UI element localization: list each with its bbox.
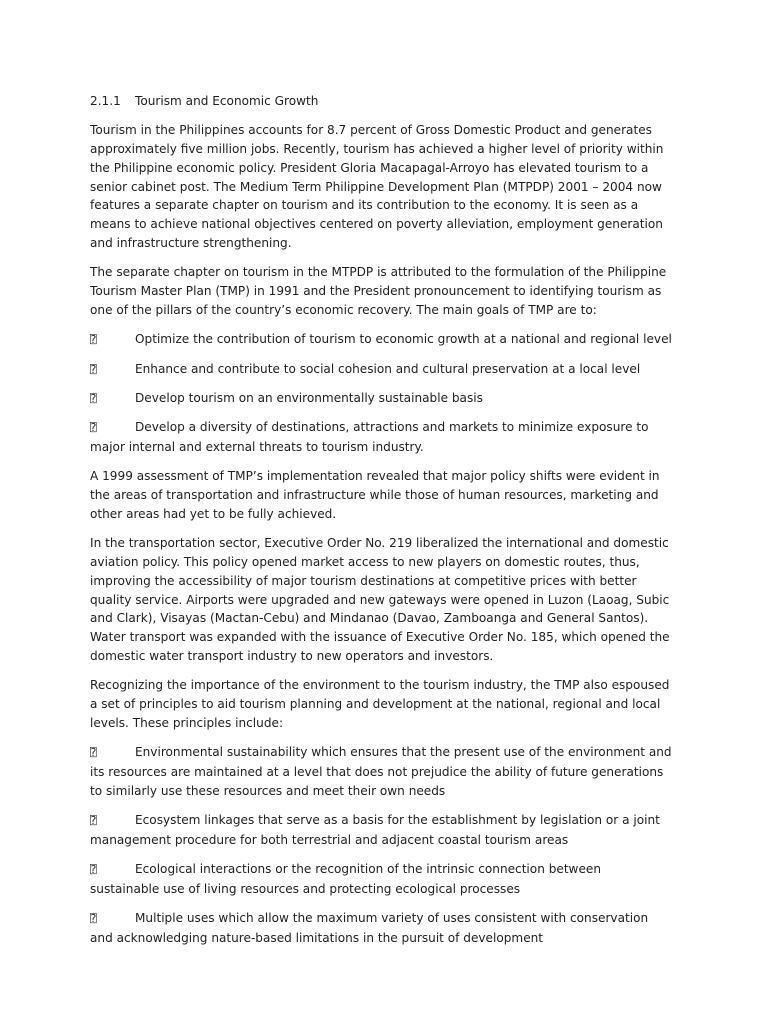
goal-text: Develop a diversity of destinations, attractions and markets to minimize exposure to major internal and external threats to tourism industry. bbox=[90, 420, 649, 454]
principle-text: Ecosystem linkages that serve as a basis for the establishment by legislation or a joint management procedure for both terrestrial and adjacent coastal tourism areas bbox=[90, 813, 660, 847]
principle-item bbox=[90, 909, 673, 948]
goal-item bbox=[90, 389, 673, 409]
principle-text: Environmental sustainability which ensures that the present use of the environment and its resources are maintained at a level that does not prejudice the ability of future generations to similarly use these resources and meet their own needs bbox=[90, 745, 672, 798]
bullet-icon: ⍰ bbox=[90, 362, 97, 376]
goal-item bbox=[90, 360, 673, 380]
bullet-icon: ⍰ bbox=[90, 746, 97, 760]
document-page bbox=[90, 92, 673, 958]
goal-text: Enhance and contribute to social cohesion and cultural preservation at a local level bbox=[135, 361, 641, 376]
section-number: 2.1.1 bbox=[90, 94, 121, 108]
paragraph-assessment: A 1999 assessment of TMP’s implementation revealed that major policy shifts were evident in the areas of transportation and infrastructure while those of human resources, marketing and other areas had yet to be fully achieved. bbox=[90, 469, 660, 521]
bullet-icon: ⍰ bbox=[90, 333, 97, 347]
goal-item bbox=[90, 418, 673, 457]
paragraph-intro: Tourism in the Philippines accounts for 8.7 percent of Gross Domestic Product and generates approximately five million jobs. Recently, tourism has achieved a higher level of priority within the Philippine economic policy. President Gloria Macapagal-Arroyo has elevated tourism to a senior cabinet post. The Medium Term Philippine Development Plan (MTPDP) 2001 – 2004 now features a separate chapter on tourism and its contribution to the economy. It is seen as a means to achieve national objectives centered on poverty alleviation, employment generation and infrastructure strengthening. bbox=[90, 123, 664, 251]
principle-text: Multiple uses which allow the maximum variety of uses consistent with conservation and acknowledging nature-based limitations in the pursuit of development bbox=[90, 911, 649, 945]
principle-item bbox=[90, 743, 673, 800]
bullet-icon: ⍰ bbox=[90, 912, 97, 926]
goal-text: Develop tourism on an environmentally sustainable basis bbox=[135, 390, 483, 405]
principle-item bbox=[90, 860, 673, 899]
bullet-icon: ⍰ bbox=[90, 391, 97, 405]
paragraph-transportation: In the transportation sector, Executive Order No. 219 liberalized the international and domestic aviation policy. This policy opened market access to new players on domestic routes, thus, improving the accessibility of major tourism destinations at competitive prices with better quality service. Airports were upgraded and new gateways were opened in Luzon (Laoag, Subic and Clark), Visayas (Mactan-Cebu) and Mindanao (Davao, Zamboanga and General Santos). Water transport was expanded with the issuance of Executive Order No. 185, which opened the domestic water transport industry to new operators and investors. bbox=[90, 536, 670, 663]
paragraph-environment: Recognizing the importance of the environment to the tourism industry, the TMP also espoused a set of principles to aid tourism planning and development at the national, regional and local levels. These principles include: bbox=[90, 678, 670, 730]
principle-item bbox=[90, 811, 673, 850]
goal-item bbox=[90, 330, 673, 350]
section-title: Tourism and Economic Growth bbox=[135, 94, 319, 108]
bullet-icon: ⍰ bbox=[90, 863, 97, 877]
bullet-icon: ⍰ bbox=[90, 814, 97, 827]
section-heading bbox=[90, 92, 673, 111]
bullet-icon: ⍰ bbox=[90, 421, 97, 435]
paragraph-mtpdp: The separate chapter on tourism in the MTPDP is attributed to the formulation of the Philippine Tourism Master Plan (TMP) in 1991 and the President pronouncement to identifying tourism as one of the pillars of the country’s economic recovery. The main goals of TMP are to: bbox=[90, 265, 667, 317]
goal-text: Optimize the contribution of tourism to economic growth at a national and regional level bbox=[135, 332, 672, 347]
principle-text: Ecological interactions or the recognition of the intrinsic connection between sustainable use of living resources and protecting ecological processes bbox=[90, 862, 601, 896]
